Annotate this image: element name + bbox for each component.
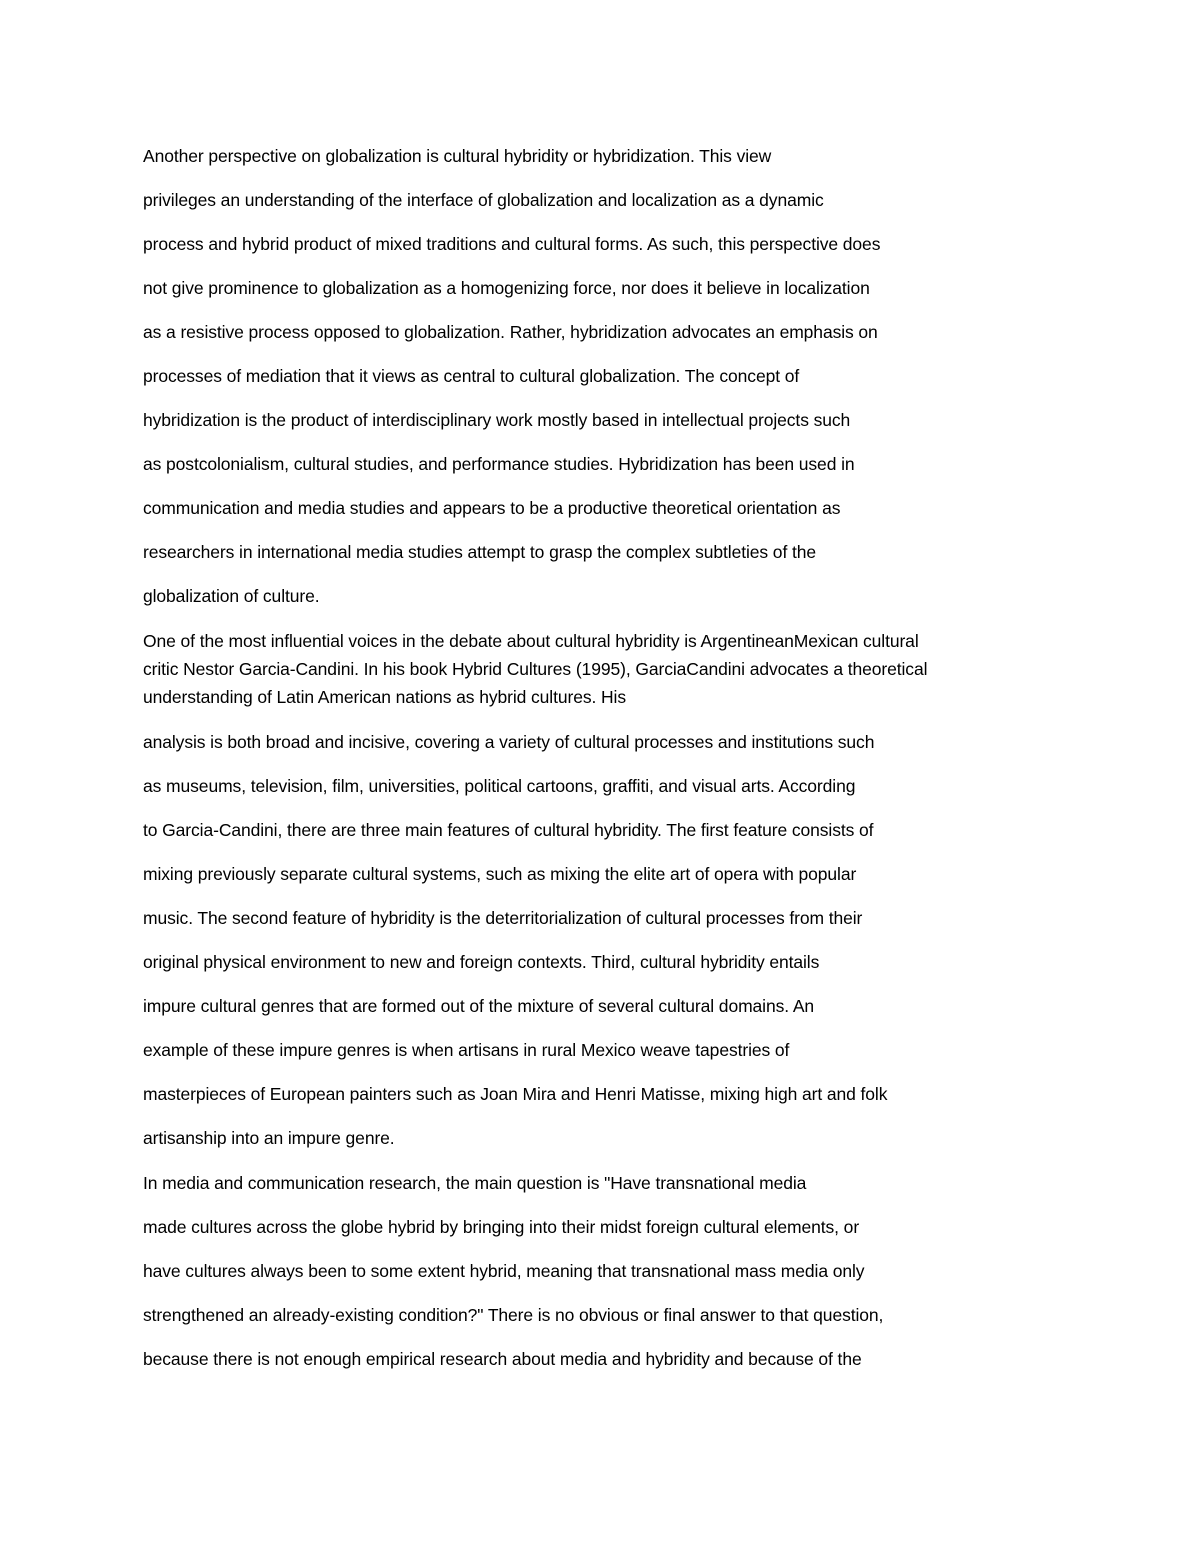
- paragraph-2-line: music. The second feature of hybridity is the deterritorialization of cultural processes from their: [143, 908, 863, 928]
- paragraph-3-line: have cultures always been to some extent hybrid, meaning that transnational mass media only: [143, 1261, 865, 1281]
- paragraph-2-intro-line: One of the most influential voices in the debate about cultural hybridity is ArgentineanMexican cultural: [143, 631, 919, 651]
- paragraph-2-line: impure cultural genres that are formed out of the mixture of several cultural domains. An: [143, 996, 815, 1016]
- paragraph-1-line: as a resistive process opposed to globalization. Rather, hybridization advocates an emphasis on: [143, 322, 878, 342]
- paragraph-1-line: privileges an understanding of the interface of globalization and localization as a dynamic: [143, 190, 824, 210]
- paragraph-2-line: artisanship into an impure genre.: [143, 1128, 395, 1148]
- paragraph-3-line: strengthened an already-existing condition?" There is no obvious or final answer to that question,: [143, 1305, 884, 1325]
- paragraph-1-line: Another perspective on globalization is cultural hybridity or hybridization. This view: [143, 146, 772, 166]
- paragraph-1-line: hybridization is the product of interdisciplinary work mostly based in intellectual projects such: [143, 410, 851, 430]
- paragraph-1-line: processes of mediation that it views as central to cultural globalization. The concept of: [143, 366, 800, 386]
- paragraph-1-line: researchers in international media studies attempt to grasp the complex subtleties of the: [143, 542, 816, 562]
- paragraph-2-line: analysis is both broad and incisive, covering a variety of cultural processes and institutions such: [143, 732, 875, 752]
- paragraph-3-line: because there is not enough empirical research about media and hybridity and because of the: [143, 1349, 862, 1369]
- paragraph-1-line: globalization of culture.: [143, 586, 320, 606]
- paragraph-2-line: to Garcia-Candini, there are three main features of cultural hybridity. The first feature consists of: [143, 820, 874, 840]
- paragraph-2-line: mixing previously separate cultural systems, such as mixing the elite art of opera with popular: [143, 864, 857, 884]
- paragraph-2-intro-line: critic Nestor Garcia-Candini. In his book Hybrid Cultures (1995), GarciaCandini advocates a theoretical: [143, 659, 928, 679]
- paragraph-1-line: process and hybrid product of mixed traditions and cultural forms. As such, this perspective does: [143, 234, 881, 254]
- paragraph-2-line: masterpieces of European painters such as Joan Mira and Henri Matisse, mixing high art and folk: [143, 1084, 888, 1104]
- paragraph-2-line: example of these impure genres is when artisans in rural Mexico weave tapestries of: [143, 1040, 790, 1060]
- paragraph-1-line: as postcolonialism, cultural studies, and performance studies. Hybridization has been used in: [143, 454, 855, 474]
- paragraph-1-line: communication and media studies and appears to be a productive theoretical orientation as: [143, 498, 841, 518]
- paragraph-3-line: made cultures across the globe hybrid by bringing into their midst foreign cultural elements, or: [143, 1217, 860, 1237]
- paragraph-2-intro-line: understanding of Latin American nations as hybrid cultures. His: [143, 687, 626, 707]
- paragraph-2-line: as museums, television, film, universities, political cartoons, graffiti, and visual arts. According: [143, 776, 856, 796]
- paragraph-1-line: not give prominence to globalization as a homogenizing force, nor does it believe in localization: [143, 278, 870, 298]
- paragraph-2-line: original physical environment to new and foreign contexts. Third, cultural hybridity entails: [143, 952, 820, 972]
- paragraph-3-line: In media and communication research, the main question is "Have transnational media: [143, 1173, 807, 1193]
